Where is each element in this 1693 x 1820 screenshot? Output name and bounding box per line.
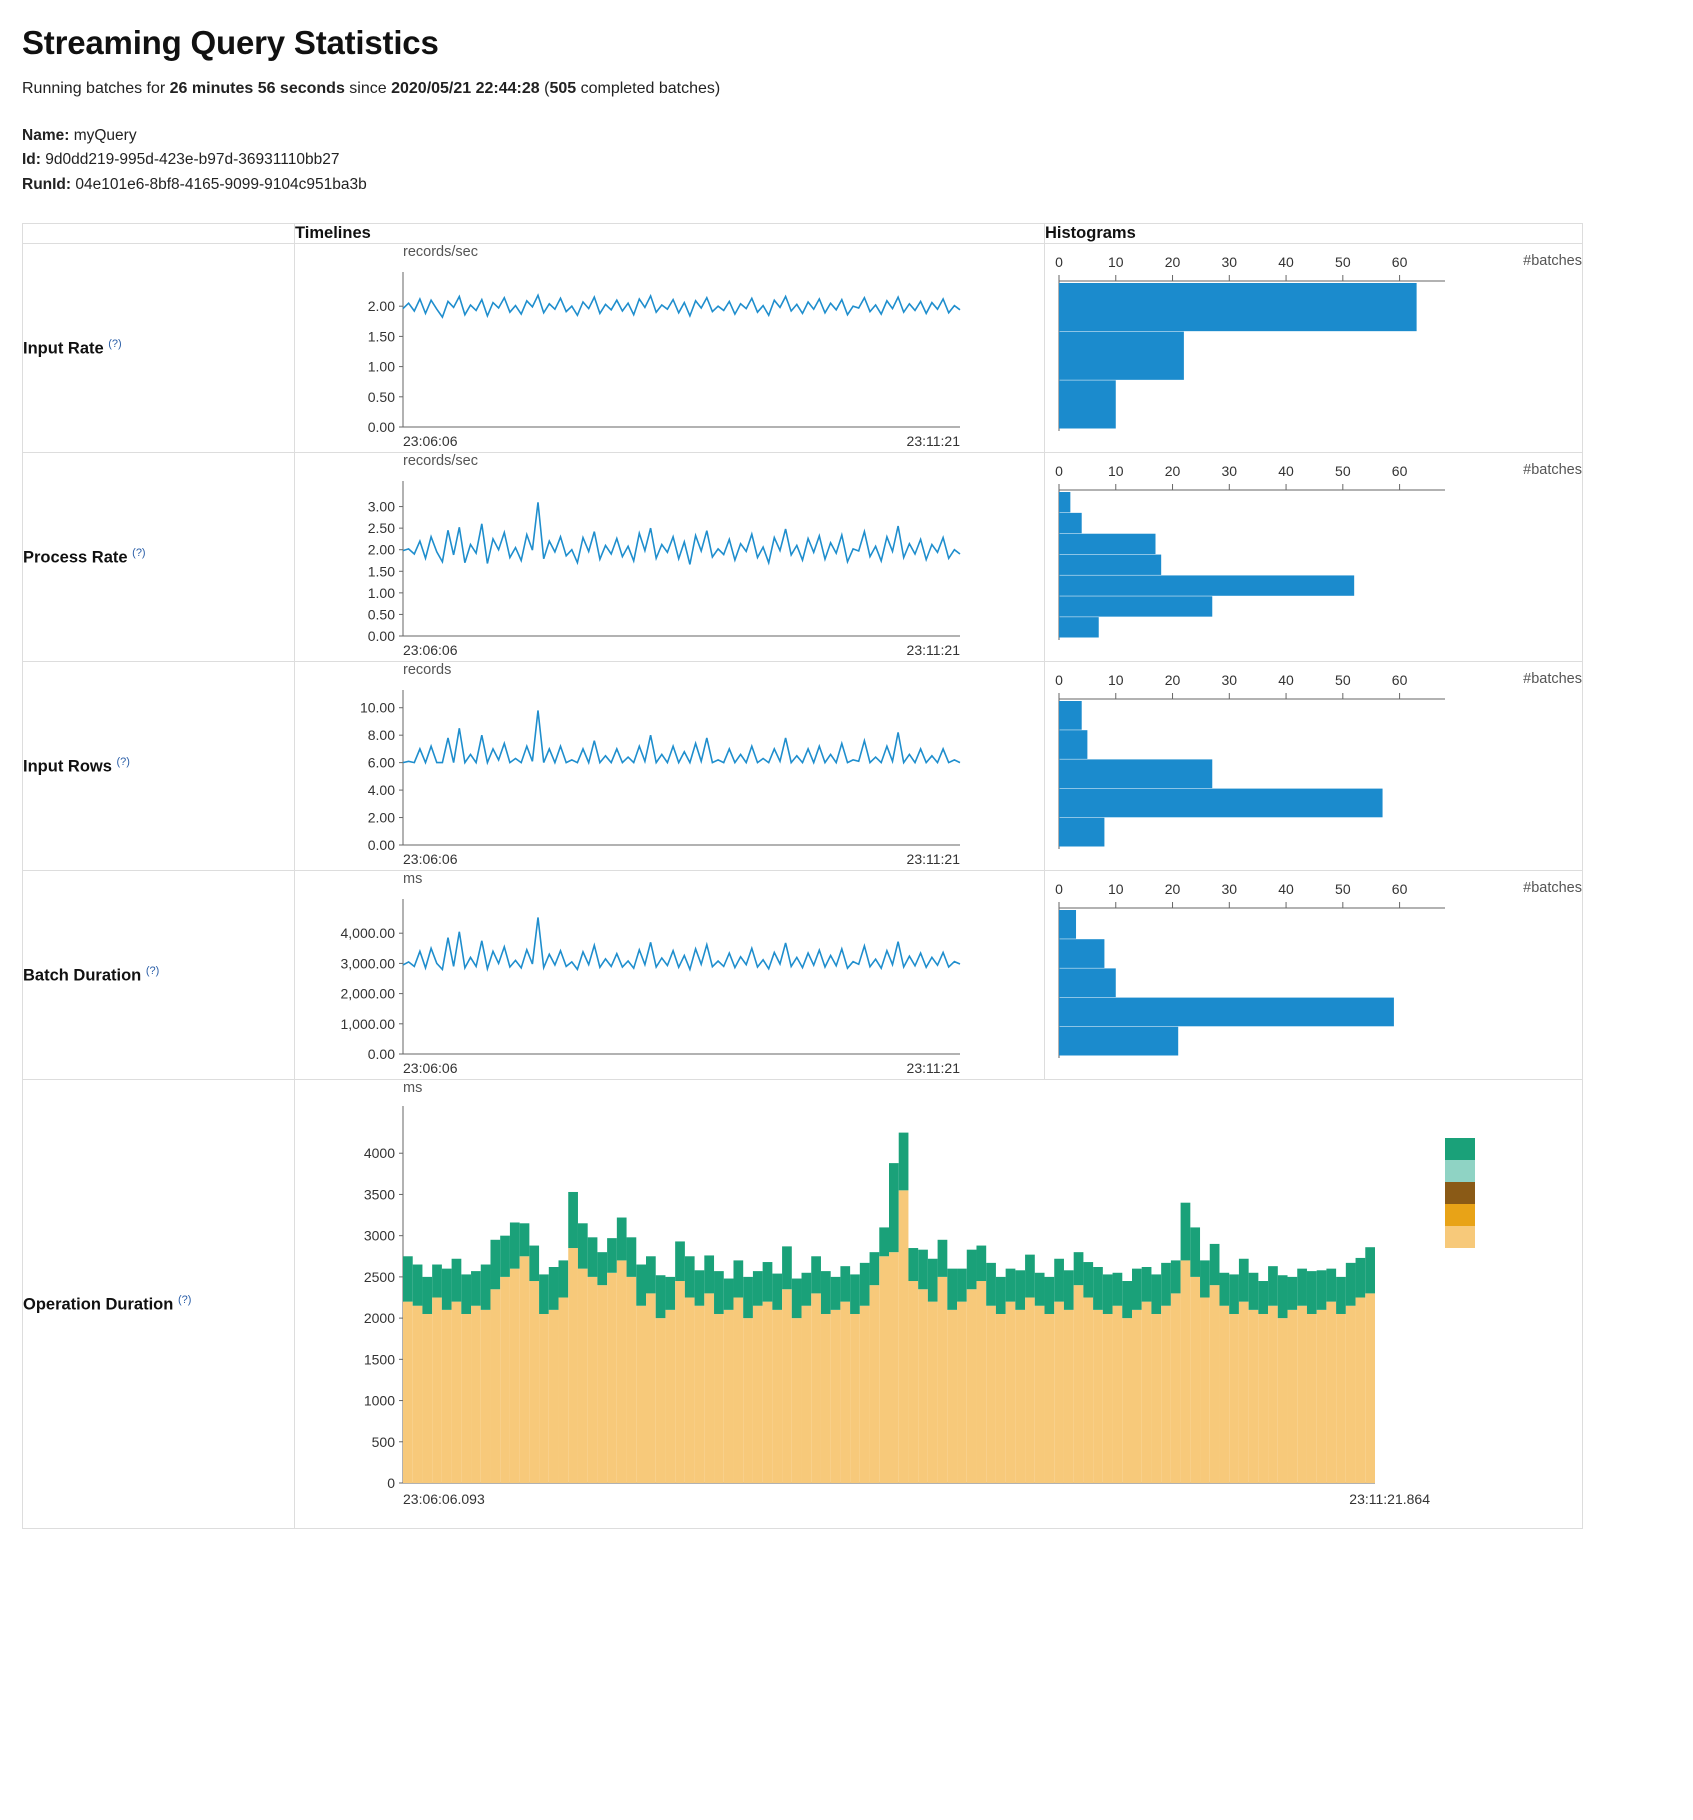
batch-duration-histogram-chart (1045, 880, 1582, 1070)
input-rows-histogram-chart (1045, 671, 1582, 861)
input-rate-hist-svg (1045, 253, 1555, 443)
svg-text:0.00: 0.00 (367, 1046, 395, 1063)
svg-text:1000: 1000 (363, 1393, 395, 1410)
svg-text:50: 50 (1335, 463, 1351, 480)
svg-text:2000: 2000 (363, 1310, 395, 1327)
svg-text:1.50: 1.50 (367, 563, 395, 580)
svg-text:10: 10 (1107, 254, 1124, 271)
input-rows-hist-unit: #batches (1523, 671, 1582, 688)
table-row (23, 244, 1583, 453)
table-row (23, 453, 1583, 662)
process-rate-x-start: 23:06:06 (403, 642, 458, 659)
svg-text:2.50: 2.50 (367, 520, 395, 537)
header-timelines: Timelines (295, 224, 1045, 244)
query-runid-value: 04e101e6-8bf8-4165-9099-9104c951ba3b (75, 175, 367, 193)
process-rate-y-unit: records/sec (403, 453, 478, 470)
svg-text:3000: 3000 (363, 1228, 395, 1245)
row-label-text: Input Rate (23, 339, 104, 358)
running-prefix: Running batches for (22, 80, 170, 97)
process-rate-line-svg (295, 471, 1025, 661)
help-icon[interactable]: (?) (108, 338, 122, 351)
operation-duration-cell (295, 1080, 1583, 1529)
svg-text:50: 50 (1335, 254, 1351, 271)
input-rate-line-svg (295, 262, 1025, 452)
svg-text:0: 0 (1055, 463, 1063, 480)
svg-text:4.00: 4.00 (367, 782, 395, 799)
table-row (23, 871, 1583, 1080)
svg-text:20: 20 (1164, 672, 1181, 689)
svg-text:4,000.00: 4,000.00 (340, 925, 395, 942)
process-rate-hist-svg (1045, 462, 1555, 652)
svg-text:40: 40 (1278, 463, 1294, 480)
input-rows-x-end: 23:11:21 (906, 851, 960, 868)
input-rate-histogram-chart (1045, 253, 1582, 443)
header-histograms: Histograms (1045, 224, 1583, 244)
svg-text:2,000.00: 2,000.00 (340, 986, 395, 1003)
svg-text:6.00: 6.00 (367, 755, 395, 772)
svg-text:1.00: 1.00 (367, 585, 395, 602)
since-word: since (344, 80, 392, 97)
input-rows-line-svg (295, 680, 1025, 870)
row-label-batch-duration (23, 871, 295, 1080)
svg-text:30: 30 (1221, 672, 1238, 689)
svg-text:3,000.00: 3,000.00 (340, 955, 395, 972)
svg-text:500: 500 (371, 1434, 395, 1451)
running-duration: 26 minutes 56 seconds (169, 80, 345, 97)
statistics-table (22, 223, 1583, 1529)
input-rate-timeline-cell (295, 244, 1045, 453)
svg-text:60: 60 (1391, 672, 1408, 689)
svg-text:20: 20 (1164, 254, 1181, 271)
svg-text:0: 0 (1055, 672, 1063, 689)
svg-text:1.50: 1.50 (367, 328, 395, 345)
svg-text:0.00: 0.00 (367, 419, 395, 436)
svg-text:60: 60 (1391, 881, 1408, 898)
process-rate-timeline-chart (295, 453, 1044, 661)
batch-duration-x-end: 23:11:21 (906, 1060, 960, 1077)
svg-text:4000: 4000 (363, 1145, 395, 1162)
svg-text:10: 10 (1107, 881, 1124, 898)
row-label-input-rows (23, 662, 295, 871)
page-title: Streaming Query Statistics (22, 24, 439, 61)
svg-text:0: 0 (1055, 254, 1063, 271)
input-rate-histogram-cell (1045, 244, 1583, 453)
svg-text:40: 40 (1278, 881, 1294, 898)
svg-text:40: 40 (1278, 254, 1294, 271)
svg-text:30: 30 (1221, 463, 1238, 480)
query-name-line (22, 124, 1671, 148)
help-icon[interactable]: (?) (132, 547, 146, 560)
svg-text:20: 20 (1164, 463, 1181, 480)
input-rows-histogram-cell (1045, 662, 1583, 871)
table-row (23, 662, 1583, 871)
svg-text:0: 0 (1055, 881, 1063, 898)
process-rate-hist-unit: #batches (1523, 462, 1582, 479)
row-label-operation-duration (23, 1080, 295, 1529)
query-id-value: 9d0dd219-995d-423e-b97d-36931110bb27 (45, 151, 340, 169)
operation-duration-stacked-svg (295, 1098, 1525, 1528)
svg-text:10.00: 10.00 (359, 700, 395, 717)
svg-text:2.00: 2.00 (367, 542, 395, 559)
process-rate-histogram-cell (1045, 453, 1583, 662)
row-label-text: Operation Duration (23, 1295, 174, 1314)
query-metadata (22, 124, 1671, 197)
batch-duration-hist-unit: #batches (1523, 880, 1582, 897)
svg-text:2.00: 2.00 (367, 298, 395, 315)
batch-duration-line-svg (295, 889, 1025, 1079)
query-runid-line (22, 173, 1671, 197)
input-rate-y-unit: records/sec (403, 244, 478, 261)
input-rows-x-start: 23:06:06 (403, 851, 458, 868)
batch-duration-x-start: 23:06:06 (403, 1060, 458, 1077)
help-icon[interactable]: (?) (116, 756, 130, 769)
svg-text:3500: 3500 (363, 1186, 395, 1203)
row-label-text: Batch Duration (23, 966, 142, 985)
svg-text:30: 30 (1221, 881, 1238, 898)
input-rate-x-start: 23:06:06 (403, 433, 458, 450)
operation-duration-y-unit: ms (403, 1080, 423, 1097)
batch-duration-timeline-chart (295, 871, 1044, 1079)
operation-duration-x-start: 23:06:06.093 (403, 1491, 485, 1508)
row-label-process-rate (23, 453, 295, 662)
svg-text:30: 30 (1221, 254, 1238, 271)
svg-text:8.00: 8.00 (367, 727, 395, 744)
since-timestamp: 2020/05/21 22:44:28 (391, 80, 540, 97)
running-batches-summary (22, 80, 1671, 98)
batch-duration-y-unit: ms (403, 871, 423, 888)
batches-suffix: completed batches) (576, 80, 721, 97)
row-label-text: Input Rows (23, 757, 112, 776)
svg-text:0.00: 0.00 (367, 628, 395, 645)
table-row (23, 1080, 1583, 1529)
input-rows-y-unit: records (403, 662, 452, 679)
input-rate-x-end: 23:11:21 (906, 433, 960, 450)
row-label-input-rate (23, 244, 295, 453)
header-blank (23, 224, 295, 244)
svg-text:10: 10 (1107, 463, 1124, 480)
input-rate-hist-unit: #batches (1523, 253, 1582, 270)
process-rate-timeline-cell (295, 453, 1045, 662)
svg-text:0: 0 (387, 1475, 395, 1492)
svg-text:0.50: 0.50 (367, 389, 395, 406)
svg-text:1,000.00: 1,000.00 (340, 1016, 395, 1033)
row-label-text: Process Rate (23, 548, 128, 567)
query-name-value: myQuery (73, 127, 137, 144)
svg-text:2.00: 2.00 (367, 809, 395, 826)
svg-text:50: 50 (1335, 672, 1351, 689)
input-rows-timeline-cell (295, 662, 1045, 871)
table-header-row (23, 224, 1583, 244)
batch-duration-hist-svg (1045, 880, 1555, 1070)
svg-text:1500: 1500 (363, 1351, 395, 1368)
query-id-label: Id: (22, 151, 41, 169)
svg-text:3.00: 3.00 (367, 499, 395, 516)
operation-duration-chart (295, 1080, 1582, 1528)
process-rate-histogram-chart (1045, 462, 1582, 652)
completed-batch-count: 505 (549, 80, 577, 97)
help-icon[interactable]: (?) (177, 1294, 192, 1307)
help-icon[interactable]: (?) (145, 965, 160, 978)
svg-text:60: 60 (1391, 463, 1408, 480)
input-rows-hist-svg (1045, 671, 1555, 861)
svg-text:0.50: 0.50 (367, 606, 395, 623)
query-id-line (22, 148, 1671, 172)
query-name-label: Name: (22, 127, 70, 144)
svg-text:0.00: 0.00 (367, 837, 395, 854)
svg-text:50: 50 (1335, 881, 1351, 898)
svg-text:40: 40 (1278, 672, 1294, 689)
svg-text:60: 60 (1391, 254, 1408, 271)
batches-open-paren: ( (539, 80, 550, 97)
svg-text:1.00: 1.00 (367, 359, 395, 376)
svg-text:2500: 2500 (363, 1269, 395, 1286)
batch-duration-histogram-cell (1045, 871, 1583, 1080)
input-rows-timeline-chart (295, 662, 1044, 870)
svg-text:20: 20 (1164, 881, 1181, 898)
input-rate-timeline-chart (295, 244, 1044, 452)
svg-text:10: 10 (1107, 672, 1124, 689)
operation-duration-x-end: 23:11:21.864 (1349, 1491, 1430, 1508)
process-rate-x-end: 23:11:21 (906, 642, 960, 659)
batch-duration-timeline-cell (295, 871, 1045, 1080)
query-runid-label: RunId: (22, 175, 72, 193)
